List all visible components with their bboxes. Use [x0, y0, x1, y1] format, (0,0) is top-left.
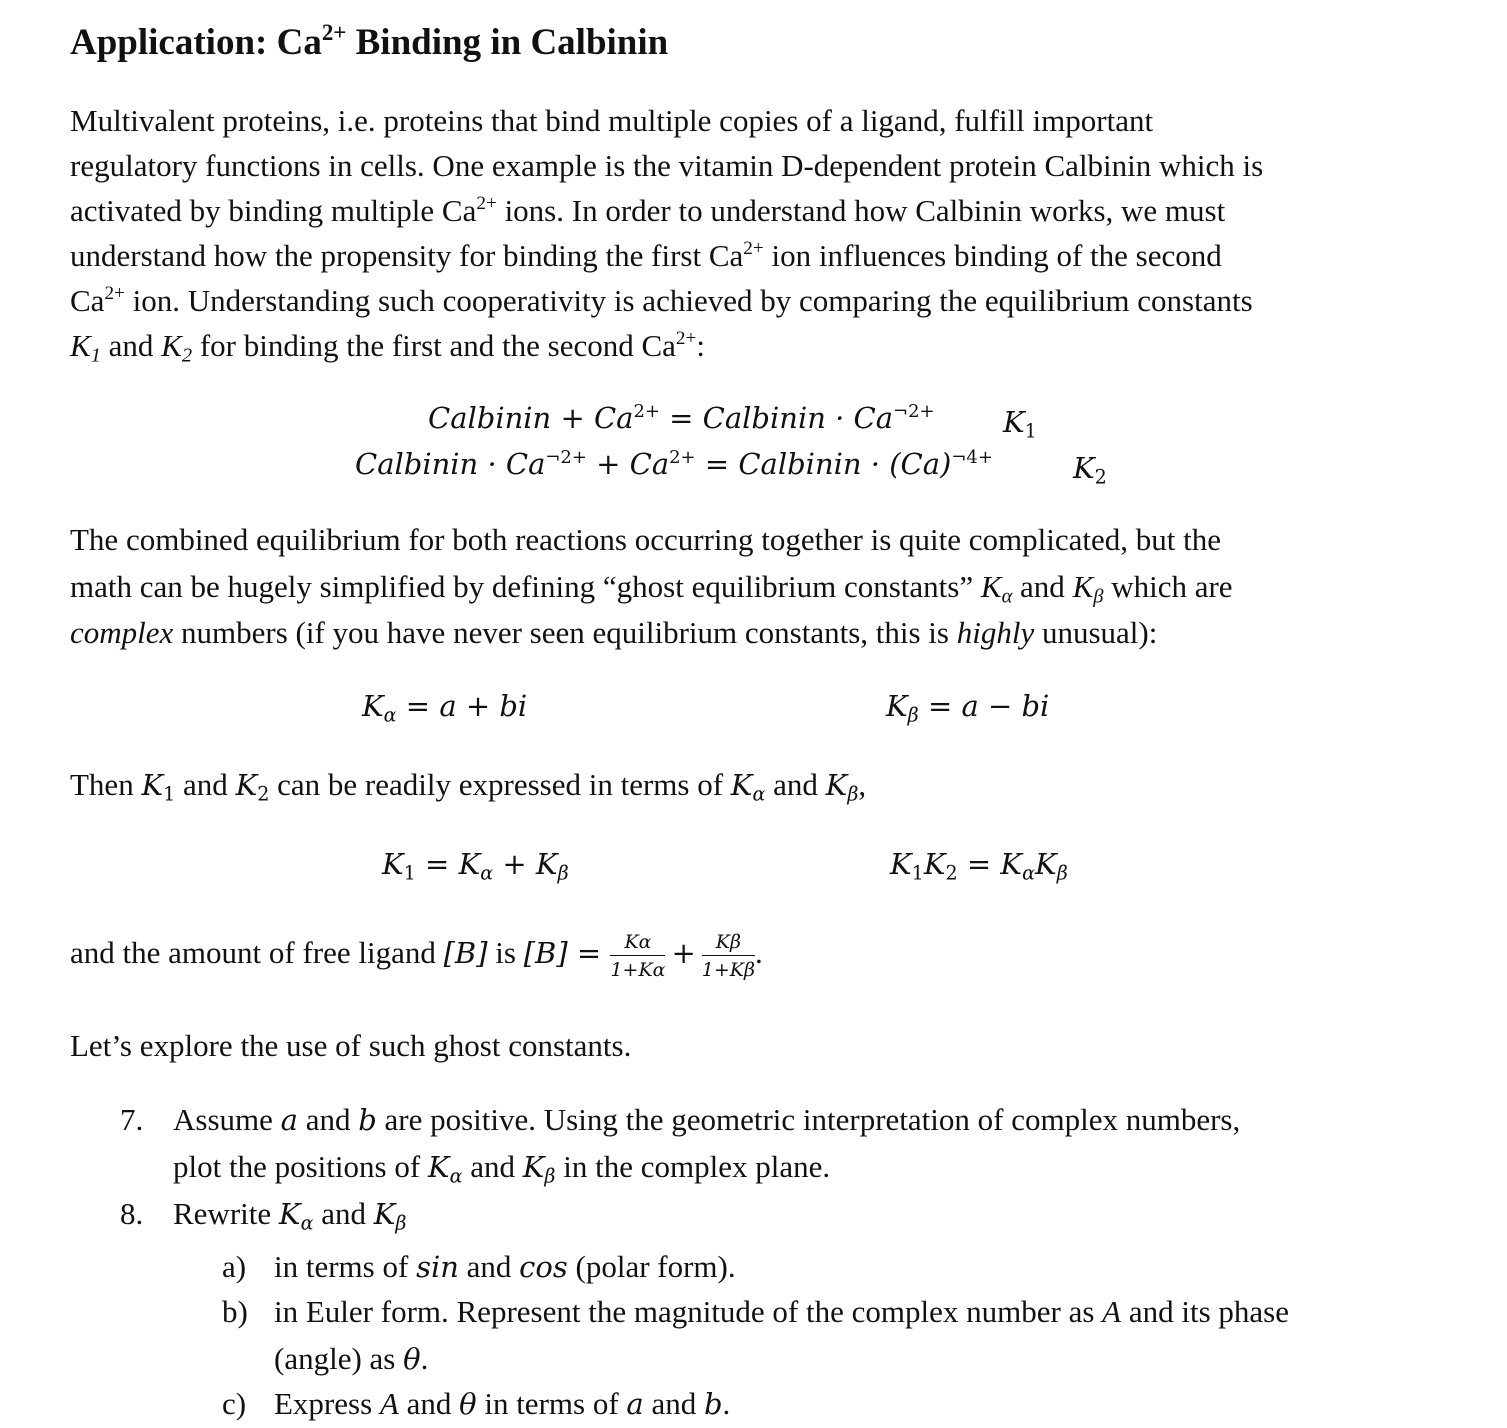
sub-item-b-marker: b) — [222, 1294, 248, 1329]
combined-line: The combined equilibrium for both reactions occurring together is quite complicated, but the — [70, 522, 1221, 557]
combined-paragraph — [70, 517, 1450, 657]
sub-item-b: in Euler form. Represent the magnitude of the complex number as A and its phase (angle) as θ. — [274, 1294, 1289, 1376]
then-line: Then $K_1$ and $K_2$ can be readily expressed in terms of $K_\alpha$ and $K_\beta$, — [70, 767, 867, 806]
fraction-beta: $\frac{K\beta}{1+K\beta}$ — [701, 930, 755, 981]
intro-line: activated by binding multiple $Ca^{2+}$ ions. In order to understand how Calbinin works, we must — [70, 193, 1226, 228]
reaction-2: Calbinin · $Ca^{\neg 2+} + Ca^{2+}$ = Calbinin · $(Ca)^{\neg 4+}$ — [355, 446, 993, 481]
page-title: Application: $Ca^{2+}$ Binding in Calbinin — [70, 19, 669, 63]
reaction-2-constant: $K_2$ — [1073, 451, 1107, 489]
question-7: Assume a and b are positive. Using the geometric interpretation of complex numbers, plot the positions of $K_\alpha$ and $K_\beta$ in the complex plane. — [173, 1102, 1241, 1188]
sum-relation: $K_1 = K_\alpha + K_\beta$ — [382, 847, 569, 885]
sub-item-a: in terms of sin and cos (polar form). — [274, 1249, 736, 1284]
k-beta-definition: $K_\beta = a$ − bi — [886, 689, 1050, 727]
intro-line: understand how the propensity for binding the first $Ca^{2+}$ ion influences binding of the second — [70, 238, 1222, 273]
product-relation: $K_1K_2 = K_\alpha K_\beta$ — [890, 847, 1068, 885]
k-alpha-definition: $K_\alpha = a$ + bi — [362, 689, 528, 727]
question-8: Rewrite $K_\alpha$ and $K_\beta$ — [173, 1196, 407, 1235]
sub-item-c: Express A and θ in terms of a and b. — [274, 1386, 731, 1421]
combined-line: math can be hugely simplified by defining “ghost equilibrium constants” $K_\alpha$ and $K_\beta$ which are — [70, 568, 1233, 608]
sub-item-a-marker: a) — [222, 1249, 247, 1284]
fraction-alpha: $\frac{K\alpha}{1+K\alpha}$ — [610, 930, 666, 981]
sub-item-c-marker: c) — [222, 1386, 247, 1421]
combined-line: complex numbers (if you have never seen equilibrium constants, this is highly unusual): — [70, 615, 1158, 650]
intro-line: $Ca^{2+}$ ion. Understanding such cooperativity is achieved by comparing the equilibrium constants — [70, 283, 1253, 318]
free-ligand-line: and the amount of free ligand [B] is [B] = $\frac{K\alpha}{1+K\alpha}$ + $\frac{K\beta}{1+K\beta}$ . — [70, 930, 763, 981]
intro-line: regulatory functions in cells. One example is the vitamin D-dependent protein Calbinin which is — [70, 148, 1264, 183]
question-8-number: 8. — [120, 1196, 144, 1231]
intro-line: $K_1$ and $K_2$ for binding the first and the second $Ca^{2+}$: — [70, 328, 705, 367]
intro-paragraph — [70, 98, 1450, 368]
intro-line: Multivalent proteins, i.e. proteins that bind multiple copies of a ligand, fulfill important — [70, 103, 1154, 138]
reaction-1-constant: $K_1$ — [1003, 405, 1037, 443]
explore-line: Let’s explore the use of such ghost constants. — [70, 1028, 632, 1063]
question-7-number: 7. — [120, 1102, 144, 1137]
reaction-1: Calbinin + $Ca^{2+}$ = Calbinin · $Ca^{\neg 2+}$ — [428, 400, 935, 435]
